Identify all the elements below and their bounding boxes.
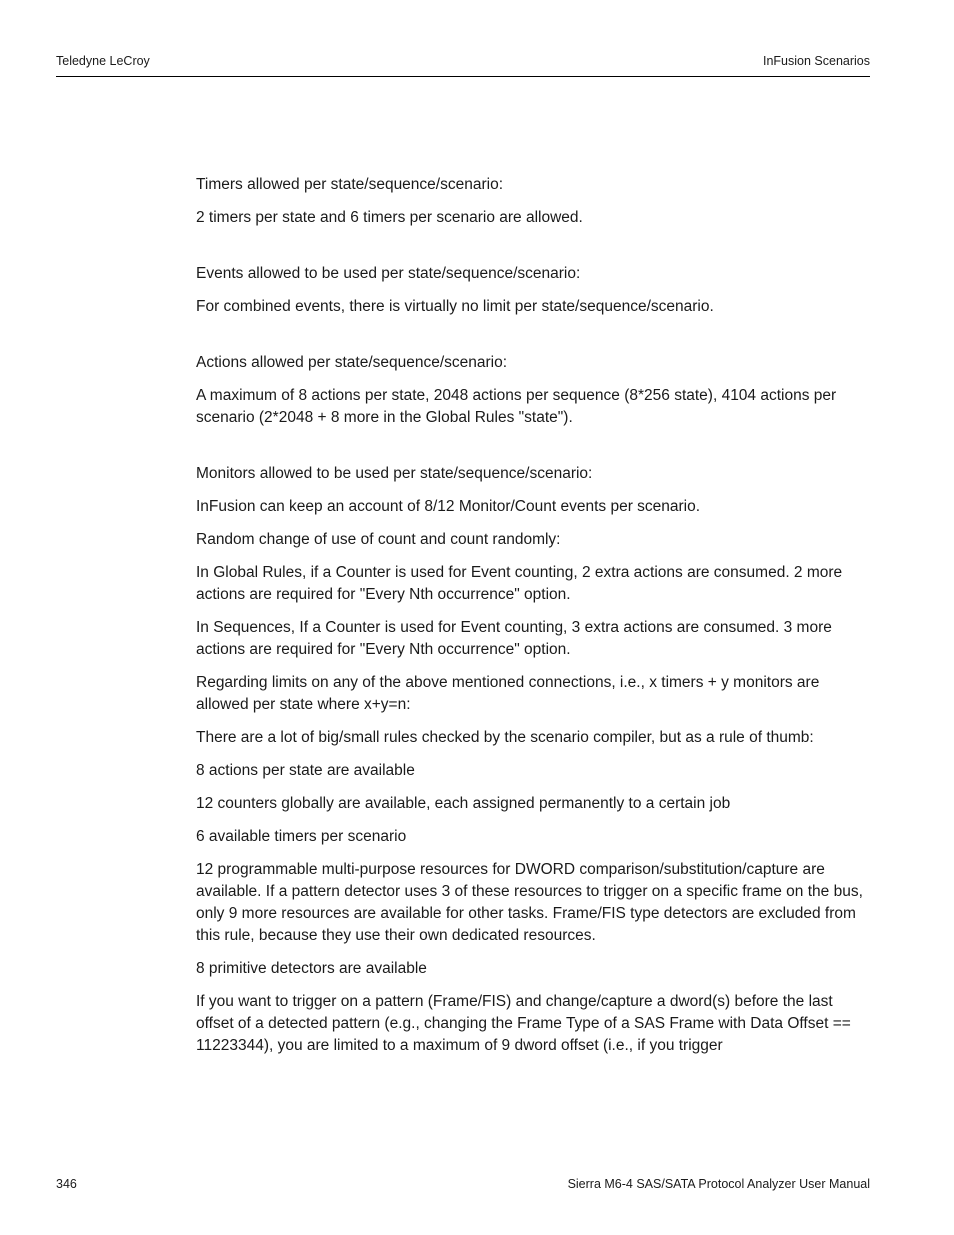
limits-heading: Regarding limits on any of the above mentioned connections, i.e., x timers + y monitors are allowed per state where x+y=n: bbox=[196, 674, 820, 713]
pattern-trigger-text: If you want to trigger on a pattern (Frame/FIS) and change/capture a dword(s) before the last offset of a detected pattern (e.g., changing the Frame Type of a SAS Frame with Data Offset == 11223344), you are limited to a maximum of 9 dword offset (i.e., if you trigger bbox=[196, 993, 851, 1054]
header-section-title: InFusion Scenarios bbox=[762, 54, 870, 68]
actions-text: A maximum of 8 actions per state, 2048 actions per sequence (8*256 state), 4104 actions per scenario (2*2048 + 8 more in the Global Rules "state"). bbox=[196, 387, 837, 426]
timers-heading: Timers allowed per state/sequence/scenario: bbox=[196, 176, 503, 193]
events-text: For combined events, there is virtually no limit per state/sequence/scenario. bbox=[196, 298, 714, 315]
rule-of-thumb-text: There are a lot of big/small rules checked by the scenario compiler, but as a rule of thumb: bbox=[196, 729, 814, 746]
events-heading: Events allowed to be used per state/sequence/scenario: bbox=[196, 265, 581, 282]
timers-available-item: 6 available timers per scenario bbox=[196, 828, 407, 845]
random-change-heading: Random change of use of count and count randomly: bbox=[196, 531, 561, 548]
actions-available-item: 8 actions per state are available bbox=[196, 762, 415, 779]
body-content bbox=[196, 174, 870, 1068]
actions-heading: Actions allowed per state/sequence/scenario: bbox=[196, 354, 508, 371]
sequences-text: In Sequences, If a Counter is used for Event counting, 3 extra actions are consumed. 3 more actions are required for "Every Nth occurrence" option. bbox=[196, 619, 832, 658]
monitors-heading: Monitors allowed to be used per state/sequence/scenario: bbox=[196, 465, 593, 482]
page-number: 346 bbox=[56, 1177, 77, 1191]
header-company: Teledyne LeCroy bbox=[56, 54, 150, 68]
page-header bbox=[56, 54, 870, 77]
timers-text: 2 timers per state and 6 timers per scenario are allowed. bbox=[196, 209, 583, 226]
monitors-text: InFusion can keep an account of 8/12 Monitor/Count events per scenario. bbox=[196, 498, 701, 515]
global-rules-text: In Global Rules, if a Counter is used for Event counting, 2 extra actions are consumed. 2 more actions are required for "Every Nth occurrence" option. bbox=[196, 564, 843, 603]
counters-available-item: 12 counters globally are available, each assigned permanently to a certain job bbox=[196, 795, 731, 812]
primitive-detectors-item: 8 primitive detectors are available bbox=[196, 960, 427, 977]
resources-available-item: 12 programmable multi-purpose resources for DWORD comparison/substitution/capture are available. If a pattern detector uses 3 of these resources to trigger on a specific frame on the bus, only 9 more resources are available for other tasks. Frame/FIS type detectors are excluded from this rule, because they use their own dedicated resources. bbox=[196, 861, 863, 944]
manual-title: Sierra M6-4 SAS/SATA Protocol Analyzer User Manual bbox=[567, 1177, 870, 1191]
